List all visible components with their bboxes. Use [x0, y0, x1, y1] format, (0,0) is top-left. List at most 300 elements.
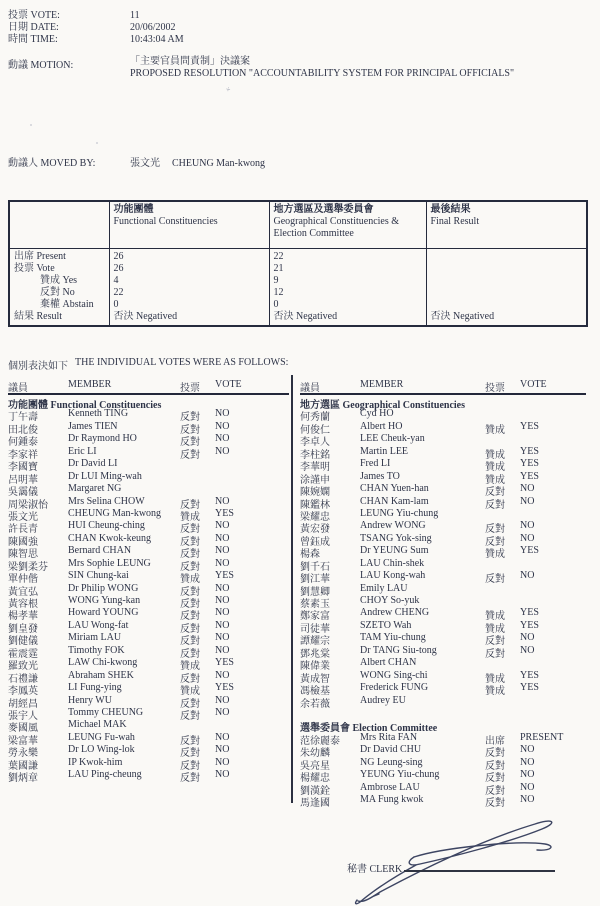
member-row: [8, 445, 289, 461]
member-vote-en: YES: [215, 570, 234, 582]
member-row: [8, 545, 289, 561]
member-row: [300, 470, 586, 486]
member-row: [300, 731, 586, 747]
result-gc: 否決 Negatived: [269, 311, 426, 327]
member-vote-zh: 贊成: [485, 673, 505, 685]
member-name-en: LEE Cheuk-yan: [360, 433, 425, 445]
member-row: [8, 644, 289, 660]
member-row: [8, 719, 289, 735]
member-vote-en: YES: [215, 682, 234, 694]
member-row: [8, 483, 289, 499]
member-vote-en: NO: [520, 632, 535, 644]
member-vote-en: NO: [215, 445, 230, 457]
member-name-zh: 田北俊: [8, 424, 38, 436]
member-vote-en: YES: [520, 619, 539, 631]
member-vote-en: NO: [215, 520, 230, 532]
member-row: [8, 495, 289, 511]
no-gc: 12: [269, 287, 426, 299]
member-name-en: Albert HO: [360, 420, 403, 432]
member-name-en: TSANG Yok-sing: [360, 532, 432, 544]
member-name-en: Dr LO Wing-lok: [68, 744, 135, 756]
scan-speck: [96, 142, 98, 144]
summary-header-functional: [109, 201, 269, 249]
member-name-zh: 劉漢銓: [300, 785, 330, 797]
member-vote-en: NO: [215, 744, 230, 756]
member-name-zh: 陳智思: [8, 549, 38, 561]
vote-number-label: 投票 VOTE:: [8, 10, 60, 21]
member-vote-zh: 反對: [180, 623, 200, 635]
member-row: [300, 557, 586, 573]
member-row: [8, 694, 289, 710]
member-name-en: Audrey EU: [360, 694, 406, 706]
vote-zh-header: 投票: [180, 383, 200, 394]
member-vote-zh: 贊成: [180, 661, 200, 673]
member-vote-zh: 反對: [485, 798, 505, 809]
member-name-zh: 梁耀忠: [300, 511, 330, 523]
member-name-en: SIN Chung-kai: [68, 570, 129, 582]
member-name-zh: 李鳳英: [8, 686, 38, 698]
member-vote-zh: 反對: [180, 424, 200, 436]
member-vote-zh: 反對: [180, 412, 200, 424]
member-name-zh: 范徐麗泰: [300, 735, 340, 747]
member-vote-zh: 反對: [180, 648, 200, 660]
member-row: [300, 632, 586, 648]
clerk-label: 秘書 CLERK: [347, 864, 403, 875]
member-name-zh: 李華明: [300, 462, 330, 474]
member-name-en: Michael MAK: [68, 719, 127, 731]
member-row: [300, 520, 586, 536]
member-vote-zh: 反對: [485, 760, 505, 772]
no-final: [426, 287, 587, 299]
member-name-en: Albert CHAN: [360, 657, 417, 669]
abstain-gc: 0: [269, 299, 426, 311]
member-en-header: MEMBER: [360, 379, 404, 390]
votes-column-right: [300, 379, 586, 809]
member-vote-en: YES: [520, 445, 539, 457]
member-name-en: Howard YOUNG: [68, 607, 139, 619]
summary-header-geographical: [269, 201, 426, 249]
member-name-en: Mrs Rita FAN: [360, 731, 418, 743]
member-vote-en: NO: [215, 582, 230, 594]
member-name-en: Timothy FOK: [68, 644, 125, 656]
member-vote-en: NO: [520, 781, 535, 793]
member-row: [8, 520, 289, 536]
member-name-en: Kenneth TING: [68, 408, 129, 420]
member-name-en: CHEUNG Man-kwong: [68, 507, 162, 519]
member-row: [8, 595, 289, 610]
member-vote-zh: 反對: [180, 611, 200, 623]
vote-en-header: VOTE: [215, 379, 242, 390]
member-name-en: HUI Cheung-ching: [68, 520, 145, 532]
member-row: [8, 731, 289, 747]
member-row: [300, 532, 586, 548]
member-row: [8, 706, 289, 722]
row-label: 出席 Present: [14, 251, 66, 262]
member-name-en: Dr Philip WONG: [68, 582, 139, 594]
vote-fc: 26: [109, 263, 269, 275]
mover-name-en: CHEUNG Man-kwong: [172, 158, 266, 169]
member-row: [300, 445, 586, 461]
member-name-zh: 馮檢基: [300, 686, 330, 698]
member-vote-en: NO: [215, 756, 230, 768]
member-name-zh: 勞永樂: [8, 748, 38, 760]
member-row: [8, 408, 289, 424]
member-vote-zh: 反對: [485, 748, 505, 760]
member-name-en: Ambrose LAU: [360, 781, 420, 793]
member-row: [8, 769, 289, 785]
member-name-en: Dr TANG Siu-tong: [360, 644, 437, 656]
member-name-zh: 陳婉嫻: [300, 487, 330, 499]
member-name-en: Emily LAU: [360, 582, 408, 594]
member-name-zh: 黃容根: [8, 599, 38, 610]
member-vote-en: NO: [520, 744, 535, 756]
member-vote-en: NO: [520, 570, 535, 582]
member-vote-en: NO: [215, 545, 230, 557]
member-name-en: SZETO Wah: [360, 619, 412, 631]
member-name-zh: 張文光: [8, 511, 38, 523]
member-vote-en: NO: [215, 769, 230, 781]
section-spacer: [300, 707, 586, 719]
header-rule: [8, 393, 289, 395]
member-row: [300, 483, 586, 499]
member-vote-en: NO: [215, 532, 230, 544]
member-vote-zh: 反對: [485, 636, 505, 648]
member-name-zh: 劉慧卿: [300, 586, 330, 598]
member-name-en: Frederick FUNG: [360, 682, 429, 694]
member-name-en: Dr Raymond HO: [68, 433, 137, 445]
member-row: [300, 694, 586, 710]
abstain-fc: 0: [109, 299, 269, 311]
member-name-en: Mrs Sophie LEUNG: [68, 557, 151, 569]
member-name-zh: 何秀蘭: [300, 412, 330, 424]
member-name-en: YEUNG Yiu-chung: [360, 769, 440, 781]
member-vote-zh: 反對: [485, 536, 505, 548]
member-vote-en: NO: [215, 607, 230, 619]
member-name-en: LEUNG Fu-wah: [68, 731, 135, 743]
present-fc: 26: [109, 249, 269, 263]
member-row: [8, 682, 289, 698]
row-label: 贊成 Yes: [40, 274, 78, 286]
member-vote-zh: 反對: [180, 698, 200, 710]
summary-row-vote: [9, 263, 587, 275]
member-name-en: CHOY So-yuk: [360, 595, 420, 606]
member-name-en: Bernard CHAN: [68, 545, 132, 557]
member-row: [300, 644, 586, 660]
member-name-en: Mrs Selina CHOW: [68, 495, 145, 507]
vote-gc: 21: [269, 263, 426, 275]
member-row: [300, 570, 586, 586]
date-label: 日期 DATE:: [8, 22, 59, 33]
member-row: [300, 458, 586, 474]
member-name-zh: 陳鑑林: [300, 499, 330, 511]
member-name-zh: 曾鈺成: [300, 536, 330, 548]
member-vote-zh: 反對: [485, 574, 505, 586]
member-name-zh: 鄭家富: [300, 611, 330, 623]
member-name-zh: 李卓人: [300, 437, 330, 449]
result-fc: 否決 Negatived: [109, 311, 269, 327]
member-name-zh: 黃宏發: [300, 524, 330, 536]
member-row: [8, 607, 289, 623]
member-row: [8, 582, 289, 598]
functional-header-zh: 功能團體: [113, 204, 154, 215]
member-name-zh: 朱幼麟: [300, 748, 330, 760]
member-vote-zh: 反對: [485, 785, 505, 797]
member-zh-header: 議員: [8, 383, 28, 394]
member-name-en: LAU Wong-fat: [68, 619, 129, 631]
present-final: [426, 249, 587, 263]
signature-line: [404, 870, 555, 872]
moved-by-row: [8, 154, 265, 169]
votes-column-header: [8, 379, 289, 394]
member-name-en: Fred LI: [360, 458, 391, 470]
member-vote-en: NO: [520, 769, 535, 781]
member-row: [300, 619, 586, 635]
yes-final: [426, 275, 587, 287]
member-name-en: Dr David CHU: [360, 744, 422, 756]
member-vote-en: NO: [215, 694, 230, 706]
member-name-en: Dr David LI: [68, 458, 118, 470]
member-vote-zh: 贊成: [485, 623, 505, 635]
member-name-zh: 黃宜弘: [8, 586, 38, 598]
member-vote-zh: 贊成: [485, 424, 505, 436]
member-name-zh: 李國寶: [8, 462, 38, 474]
member-name-en: James TO: [360, 470, 400, 482]
member-name-zh: 何鍾泰: [8, 437, 38, 449]
member-vote-en: NO: [215, 495, 230, 507]
member-name-en: LAU Chin-shek: [360, 557, 425, 569]
member-row: [8, 756, 289, 772]
member-vote-zh: 反對: [180, 499, 200, 511]
member-name-zh: 李家祥: [8, 449, 38, 461]
member-name-en: IP Kwok-him: [68, 756, 123, 768]
member-row: [300, 595, 586, 610]
member-vote-en: YES: [520, 669, 539, 681]
member-vote-zh: 反對: [180, 437, 200, 449]
summary-row-no: [9, 287, 587, 299]
member-name-zh: 胡經昌: [8, 698, 38, 710]
member-vote-en: NO: [215, 706, 230, 718]
member-vote-zh: 贊成: [485, 611, 505, 623]
member-vote-zh: 反對: [180, 524, 200, 536]
member-name-zh: 張宇人: [8, 710, 38, 722]
member-name-en: LI Fung-ying: [68, 682, 122, 694]
member-vote-en: NO: [215, 420, 230, 432]
member-vote-zh: 反對: [180, 636, 200, 648]
member-name-en: Dr LUI Ming-wah: [68, 470, 142, 482]
time-row: [8, 30, 184, 45]
member-row: [300, 781, 586, 797]
member-vote-zh: 贊成: [180, 511, 200, 523]
member-zh-header: 議員: [300, 383, 320, 394]
yes-gc: 9: [269, 275, 426, 287]
member-name-en: Cyd HO: [360, 408, 394, 420]
abstain-final: [426, 299, 587, 311]
member-row: [8, 619, 289, 635]
final-header-en: Final Result: [430, 215, 480, 227]
member-vote-zh: 贊成: [180, 574, 200, 586]
member-name-en: TAM Yiu-chung: [360, 632, 426, 644]
date-value: 20/06/2002: [130, 22, 176, 33]
individual-votes-title-zh: 個別表決如下: [8, 361, 68, 372]
member-vote-en: NO: [520, 644, 535, 656]
member-name-en: Tommy CHEUNG: [68, 706, 144, 718]
row-label: 棄權 Abstain: [40, 298, 94, 310]
member-vote-en: YES: [520, 458, 539, 470]
member-name-en: LAW Chi-kwong: [68, 657, 138, 669]
member-name-zh: 楊孝華: [8, 611, 38, 623]
summary-row-abstain: [9, 299, 587, 311]
member-vote-en: NO: [215, 619, 230, 631]
member-vote-zh: 反對: [180, 735, 200, 747]
member-en-header: MEMBER: [68, 379, 112, 390]
member-name-zh: 何俊仁: [300, 424, 330, 436]
summary-corner-cell: [9, 201, 109, 249]
individual-votes-title-en: THE INDIVIDUAL VOTES WERE AS FOLLOWS:: [75, 357, 289, 368]
member-row: [300, 408, 586, 424]
yes-fc: 4: [109, 275, 269, 287]
member-name-en: LAU Kong-wah: [360, 570, 426, 582]
member-name-en: Eric LI: [68, 445, 97, 457]
member-row: [8, 507, 289, 523]
member-name-en: LEUNG Yiu-chung: [360, 507, 439, 519]
geographical-header-en: Geographical Constituencies & Election Committee: [273, 215, 400, 239]
member-name-en: Margaret NG: [68, 483, 122, 495]
member-name-en: WONG Sing-chi: [360, 669, 428, 681]
member-vote-zh: 反對: [485, 487, 505, 499]
member-vote-zh: 反對: [485, 524, 505, 536]
member-name-zh: 楊森: [300, 549, 320, 561]
member-name-zh: 吳亮星: [300, 760, 330, 772]
votes-column-left: [8, 379, 289, 785]
individual-votes-title: [8, 357, 289, 372]
member-vote-zh: 反對: [180, 549, 200, 561]
member-vote-zh: 反對: [180, 449, 200, 461]
section-header: 地方選區 Geographical Constituencies: [300, 400, 465, 411]
member-name-zh: 劉健儀: [8, 636, 38, 648]
summary-row-present: [9, 249, 587, 263]
member-row: [8, 470, 289, 486]
motion-title-en: PROPOSED RESOLUTION "ACCOUNTABILITY SYSTEM FOR PRINCIPAL OFFICIALS": [130, 68, 515, 79]
member-vote-zh: 反對: [485, 648, 505, 660]
member-name-zh: 楊耀忠: [300, 773, 330, 785]
member-vote-zh: 贊成: [485, 449, 505, 461]
member-vote-zh: 反對: [180, 710, 200, 722]
member-name-zh: 單仲偕: [8, 574, 38, 586]
row-label: 反對 No: [40, 286, 75, 298]
member-vote-en: YES: [520, 470, 539, 482]
member-name-en: CHAN Kwok-keung: [68, 532, 152, 544]
summary-header-final: [426, 201, 587, 249]
member-name-en: LAU Ping-cheung: [68, 769, 142, 781]
vote-final: [426, 263, 587, 275]
member-row: [300, 756, 586, 772]
member-vote-en: YES: [520, 607, 539, 619]
member-vote-zh: 贊成: [485, 462, 505, 474]
member-name-zh: 周梁淑怡: [8, 499, 48, 511]
moved-by-label: 動議人 MOVED BY:: [8, 158, 96, 169]
member-vote-en: NO: [520, 756, 535, 768]
time-value: 10:43:04 AM: [130, 34, 184, 45]
scan-smudge-mark: ÷: [224, 84, 232, 95]
motion-label: 動議 MOTION:: [8, 60, 74, 71]
member-name-zh: 陳偉業: [300, 661, 330, 673]
member-vote-en: NO: [520, 483, 535, 495]
member-name-zh: 劉江華: [300, 574, 330, 586]
member-name-zh: 蔡素玉: [300, 599, 330, 610]
row-label: 結果 Result: [14, 310, 63, 322]
member-vote-en: NO: [215, 408, 230, 420]
member-name-en: NG Leung-sing: [360, 756, 423, 768]
member-vote-en: YES: [215, 657, 234, 669]
motion-title-zh: 「主要官員問責制」決議案: [130, 56, 250, 67]
member-vote-en: YES: [520, 420, 539, 432]
member-name-en: Miriam LAU: [68, 632, 122, 644]
member-row: [300, 495, 586, 511]
member-vote-en: YES: [215, 507, 234, 519]
header-rule: [300, 393, 586, 395]
member-vote-zh: 贊成: [485, 686, 505, 698]
member-name-en: Abraham SHEK: [68, 669, 134, 681]
member-vote-en: NO: [215, 433, 230, 445]
geographical-header-zh: 地方選區及選舉委員會: [273, 204, 374, 215]
member-vote-en: NO: [215, 632, 230, 644]
member-row: [300, 433, 586, 449]
member-name-en: Andrew CHENG: [360, 607, 430, 619]
member-vote-zh: 反對: [485, 499, 505, 511]
member-row: [300, 769, 586, 785]
member-vote-en: NO: [215, 595, 230, 606]
member-row: [8, 570, 289, 586]
member-vote-en: NO: [520, 532, 535, 544]
scan-speck: [30, 124, 32, 126]
member-name-en: Andrew WONG: [360, 520, 426, 532]
column-divider-line: [291, 375, 293, 803]
member-name-zh: 司徒華: [300, 623, 330, 635]
member-vote-en: YES: [520, 545, 539, 557]
member-name-zh: 劉千石: [300, 561, 330, 573]
member-vote-en: NO: [520, 794, 535, 805]
member-vote-en: NO: [215, 644, 230, 656]
member-row: [8, 433, 289, 449]
member-vote-zh: 反對: [180, 586, 200, 598]
member-row: [8, 744, 289, 760]
votes-column-header: [300, 379, 586, 394]
vote-en-header: VOTE: [520, 379, 547, 390]
clerk-signature-scrawl: [330, 806, 570, 906]
member-row: [8, 669, 289, 685]
member-name-en: Martin LEE: [360, 445, 409, 457]
member-row: [8, 557, 289, 573]
member-name-zh: 麥國風: [8, 723, 38, 735]
member-vote-zh: 反對: [180, 599, 200, 610]
member-name-zh: 石禮謙: [8, 673, 38, 685]
member-vote-zh: 反對: [180, 760, 200, 772]
member-name-en: Dr YEUNG Sum: [360, 545, 429, 557]
member-name-zh: 梁劉柔芬: [8, 561, 48, 573]
present-gc: 22: [269, 249, 426, 263]
votes-list: [300, 396, 586, 809]
member-name-zh: 劉炳章: [8, 773, 38, 785]
member-vote-en: NO: [520, 520, 535, 532]
member-vote-zh: 反對: [180, 748, 200, 760]
member-row: [8, 632, 289, 648]
member-vote-en: NO: [215, 669, 230, 681]
member-name-zh: 涂謹申: [300, 474, 330, 486]
member-name-zh: 許長青: [8, 524, 38, 536]
member-name-zh: 吳靄儀: [8, 487, 38, 499]
member-row: [300, 657, 586, 673]
member-name-zh: 黃成智: [300, 673, 330, 685]
